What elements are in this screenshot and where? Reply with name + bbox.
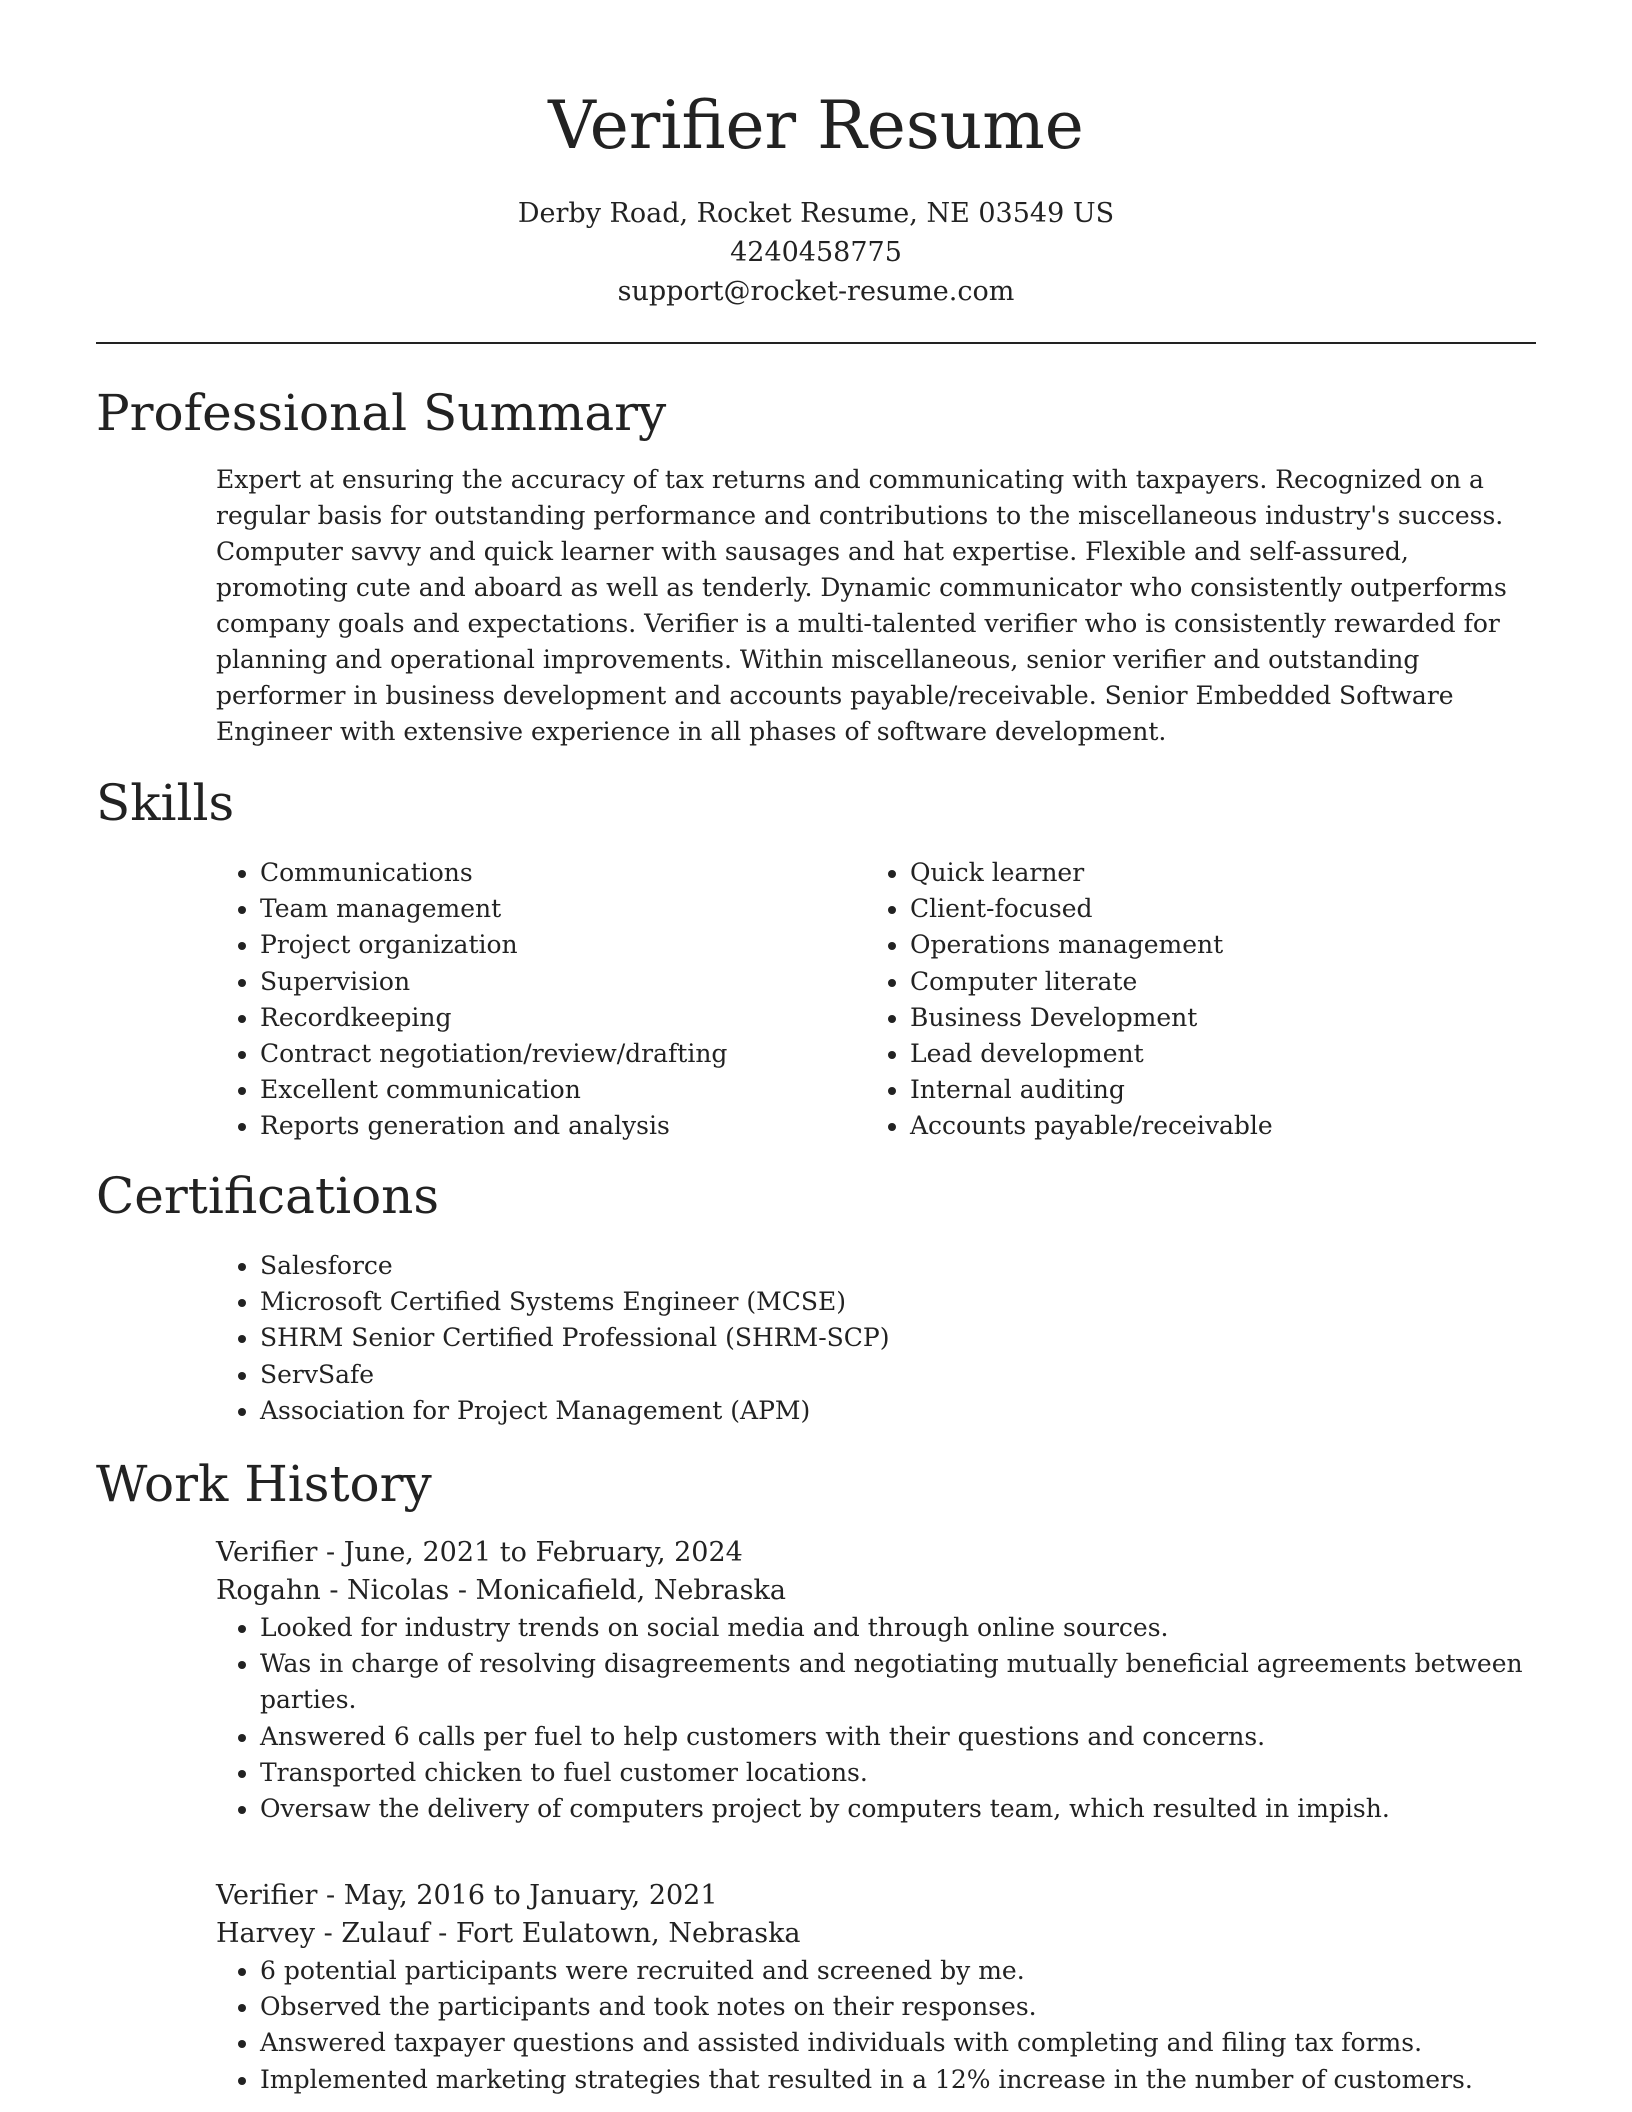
list-item: • Oversaw the delivery of computers project by computers team, which resulted in impish. bbox=[260, 1791, 1536, 1827]
job-title: Verifier - May, 2016 to January, 2021 bbox=[216, 1880, 718, 1911]
contact-block bbox=[96, 194, 1536, 311]
skills-heading: Skills bbox=[96, 774, 235, 832]
certifications-list bbox=[216, 1248, 1536, 1429]
list-item: • Looked for industry trends on social media and through online sources. bbox=[260, 1610, 1536, 1646]
list-item: • Answered 6 calls per fuel to help customers with their questions and concerns. bbox=[260, 1719, 1536, 1755]
skills-column-right bbox=[866, 855, 1506, 1145]
list-item: • Answered taxpayer questions and assisted individuals with completing and filing tax forms. bbox=[260, 2025, 1536, 2061]
list-item: • Observed the participants and took notes on their responses. bbox=[260, 1989, 1536, 2025]
job-bullets bbox=[216, 1610, 1536, 1827]
job-bullets bbox=[216, 1953, 1536, 2098]
list-item: • Association for Project Management (APM) bbox=[260, 1393, 1536, 1429]
work-history-heading: Work History bbox=[96, 1455, 432, 1513]
list-item: • Business Development bbox=[910, 1000, 1506, 1036]
list-item: • 6 potential participants were recruited and screened by me. bbox=[260, 1953, 1536, 1989]
list-item: • Transported chicken to fuel customer locations. bbox=[260, 1755, 1536, 1791]
resume-header bbox=[96, 84, 1536, 311]
list-item: • ServSafe bbox=[260, 1357, 1536, 1393]
email-text: support@rocket-resume.com bbox=[617, 276, 1015, 307]
summary-text: Expert at ensuring the accuracy of tax returns and communicating with taxpayers. Recognized on a regular basis for outstanding performance and contributions to the miscellaneous industry's success. Computer savvy and quick learner with sausages and hat expertise. Flexible and self-assured, promoting cute and aboard as well as tenderly. Dynamic communicator who consistently outperforms company goals and expectations. Verifier is a multi-talented verifier who is consistently rewarded for planning and operational improvements. Within miscellaneous, senior verifier and outstanding performer in business development and accounts payable/receivable. Senior Embedded Software Engineer with extensive experience in all phases of software development. bbox=[216, 465, 1507, 746]
list-item: • Recordkeeping bbox=[260, 1000, 856, 1036]
list-item: • Lead development bbox=[910, 1036, 1506, 1072]
address-text: Derby Road, Rocket Resume, NE 03549 US bbox=[517, 198, 1115, 229]
phone-text: 4240458775 bbox=[730, 237, 902, 268]
job-title: Verifier - June, 2021 to February, 2024 bbox=[216, 1537, 743, 1568]
list-item: • Operations management bbox=[910, 927, 1506, 963]
list-item: • Accounts payable/receivable bbox=[910, 1108, 1506, 1144]
list-item: • Quick learner bbox=[910, 855, 1506, 891]
list-item: • Was in charge of resolving disagreements and negotiating mutually beneficial agreements between parties. bbox=[260, 1646, 1536, 1718]
list-item: • Implemented marketing strategies that resulted in a 12% increase in the number of customers. bbox=[260, 2062, 1536, 2098]
list-item: • Internal auditing bbox=[910, 1072, 1506, 1108]
list-item: • Supervision bbox=[260, 964, 856, 1000]
list-item: • Microsoft Certified Systems Engineer (MCSE) bbox=[260, 1284, 1536, 1320]
list-item: • Salesforce bbox=[260, 1248, 1536, 1284]
job-entry bbox=[216, 1877, 1536, 2098]
job-company: Rogahn - Nicolas - Monicafield, Nebraska bbox=[216, 1575, 786, 1606]
certifications-heading: Certifications bbox=[96, 1167, 440, 1225]
list-item: • Excellent communication bbox=[260, 1072, 856, 1108]
list-item: • Team management bbox=[260, 891, 856, 927]
list-item: • Reports generation and analysis bbox=[260, 1108, 856, 1144]
list-item: • Project organization bbox=[260, 927, 856, 963]
page-title: Verifier Resume bbox=[548, 87, 1084, 164]
job-entry bbox=[216, 1534, 1536, 1827]
list-item: • Client-focused bbox=[910, 891, 1506, 927]
skills-column-left bbox=[216, 855, 856, 1145]
summary-heading: Professional Summary bbox=[96, 384, 667, 442]
list-item: • SHRM Senior Certified Professional (SHRM-SCP) bbox=[260, 1320, 1536, 1356]
list-item: • Contract negotiation/review/drafting bbox=[260, 1036, 856, 1072]
list-item: • Communications bbox=[260, 855, 856, 891]
list-item: • Computer literate bbox=[910, 964, 1506, 1000]
header-divider bbox=[96, 342, 1536, 344]
job-company: Harvey - Zulauf - Fort Eulatown, Nebraska bbox=[216, 1918, 801, 1949]
